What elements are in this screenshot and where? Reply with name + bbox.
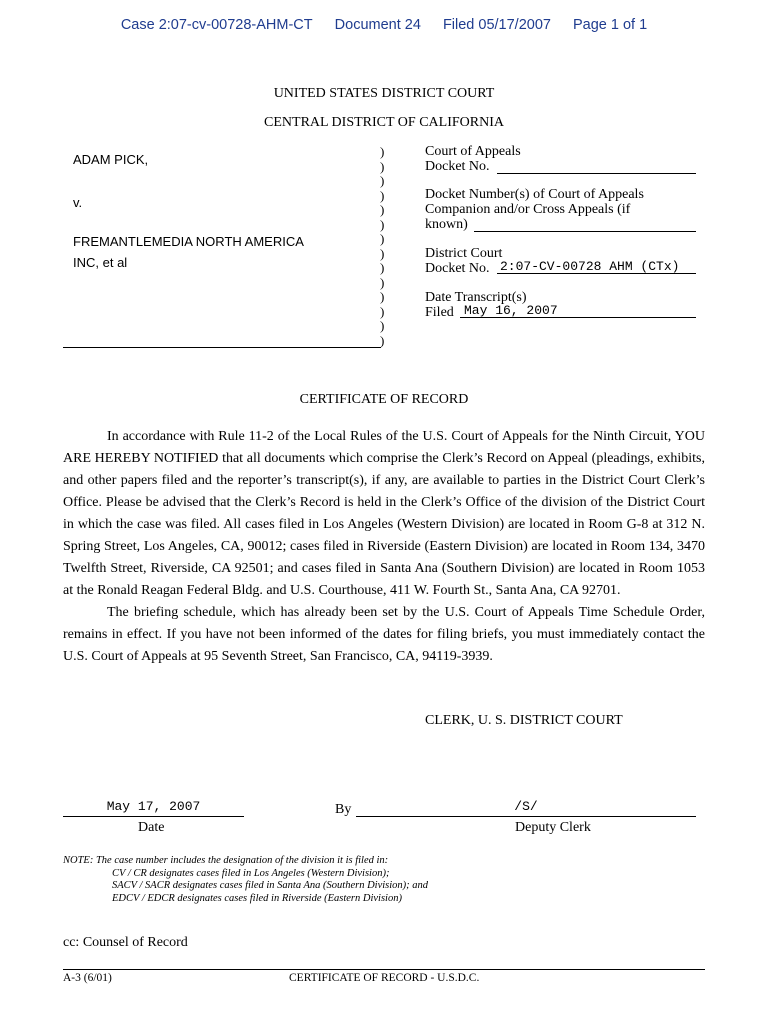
district-docket-number: 2:07-CV-00728 AHM (CTx) bbox=[497, 259, 696, 274]
document-number: Document 24 bbox=[334, 17, 421, 33]
district-docket-label-line1: District Court bbox=[425, 246, 503, 261]
certificate-body bbox=[63, 426, 705, 668]
transcript-label-line1: Date Transcript(s) bbox=[425, 290, 527, 305]
companion-label-line2: Companion and/or Cross Appeals (if bbox=[425, 202, 631, 217]
deputy-signature: /S/ bbox=[356, 799, 696, 817]
clerk-title: CLERK, U. S. DISTRICT COURT bbox=[425, 713, 623, 728]
caption-rule bbox=[63, 347, 381, 348]
plaintiff-name: ADAM PICK, bbox=[73, 152, 149, 167]
case-number: Case 2:07-cv-00728-AHM-CT bbox=[120, 17, 313, 33]
certificate-title: CERTIFICATE OF RECORD bbox=[299, 392, 469, 407]
filed-date: Filed 05/17/2007 bbox=[442, 17, 551, 33]
versus-label: v. bbox=[73, 195, 83, 210]
transcript-label-line2: Filed bbox=[425, 305, 454, 320]
coa-docket-blank bbox=[497, 173, 696, 174]
form-number: A-3 (6/01) bbox=[63, 972, 112, 984]
footer-title: CERTIFICATE OF RECORD - U.S.D.C. bbox=[289, 972, 480, 984]
district-docket-label-line2: Docket No. bbox=[425, 261, 490, 276]
briefing-paragraph: The briefing schedule, which has already been set by the U.S. Court of Appeals Time Schedule Order, remains in effect. If you have not been informed of the dates for filing briefs, you must immediately contact the U.S. Court of Appeals at 95 Seventh Street, San Francisco, CA, 94119-3939. bbox=[63, 605, 705, 664]
court-name: UNITED STATES DISTRICT COURT bbox=[273, 86, 495, 101]
division-note: NOTE: The case number includes the designation of the division it is filed in: CV / CR designates cases filed in Los Angeles (Western Division); SACV / SACR designates cases filed in Santa Ana (Southern Division); and EDCV / EDCR designates cases filed in Riverside (Eastern Division) bbox=[63, 855, 429, 904]
ecf-header bbox=[0, 17, 768, 33]
caption-parentheses: ) ) ) ) ) ) ) ) ) ) ) ) ) ) bbox=[380, 144, 385, 348]
companion-label-line1: Docket Number(s) of Court of Appeals bbox=[425, 187, 644, 202]
deputy-clerk-label: Deputy Clerk bbox=[515, 820, 591, 835]
by-label: By bbox=[335, 802, 352, 817]
notice-paragraph: In accordance with Rule 11-2 of the Local Rules of the U.S. Court of Appeals for the Ninth Circuit, YOU ARE HEREBY NOTIFIED that all documents which comprise the Clerk’s Record on Appeal (pleadings, exhibits, and other papers filed and the reporter’s transcript(s), if any, are available to parties in the District Court Clerk’s Office. Please be advised that the Clerk’s Record is held in the Clerk’s Office of the division of the District Court in which the case was filed. All cases filed in Los Angeles (Western Division) are located in Room G-8 at 312 N. Spring Street, Los Angeles, CA, 90012; cases filed in Riverside (Eastern Division) are located in Room 134, 3470 Twelfth Street, Riverside, CA 92501; and cases filed in Santa Ana (Southern Division) are located in Room 1053 at the Ronald Reagan Federal Bldg. and U.S. Courthouse, 411 W. Fourth St., Santa Ana, CA 92701. bbox=[63, 429, 705, 598]
coa-docket-label-line1: Court of Appeals bbox=[425, 144, 521, 159]
coa-docket-label-line2: Docket No. bbox=[425, 159, 490, 174]
footer-rule bbox=[63, 969, 705, 970]
signature-date: May 17, 2007 bbox=[63, 799, 244, 817]
court-district: CENTRAL DISTRICT OF CALIFORNIA bbox=[264, 115, 504, 130]
companion-blank bbox=[474, 231, 696, 232]
page-count: Page 1 of 1 bbox=[573, 17, 648, 33]
transcript-filed-date: May 16, 2007 bbox=[460, 303, 696, 318]
date-label: Date bbox=[138, 820, 165, 835]
cc-line: cc: Counsel of Record bbox=[63, 935, 188, 950]
companion-label-line3: known) bbox=[425, 217, 468, 232]
defendant-name-line2: INC, et al bbox=[73, 255, 128, 270]
defendant-name-line1: FREMANTLEMEDIA NORTH AMERICA bbox=[73, 234, 304, 249]
